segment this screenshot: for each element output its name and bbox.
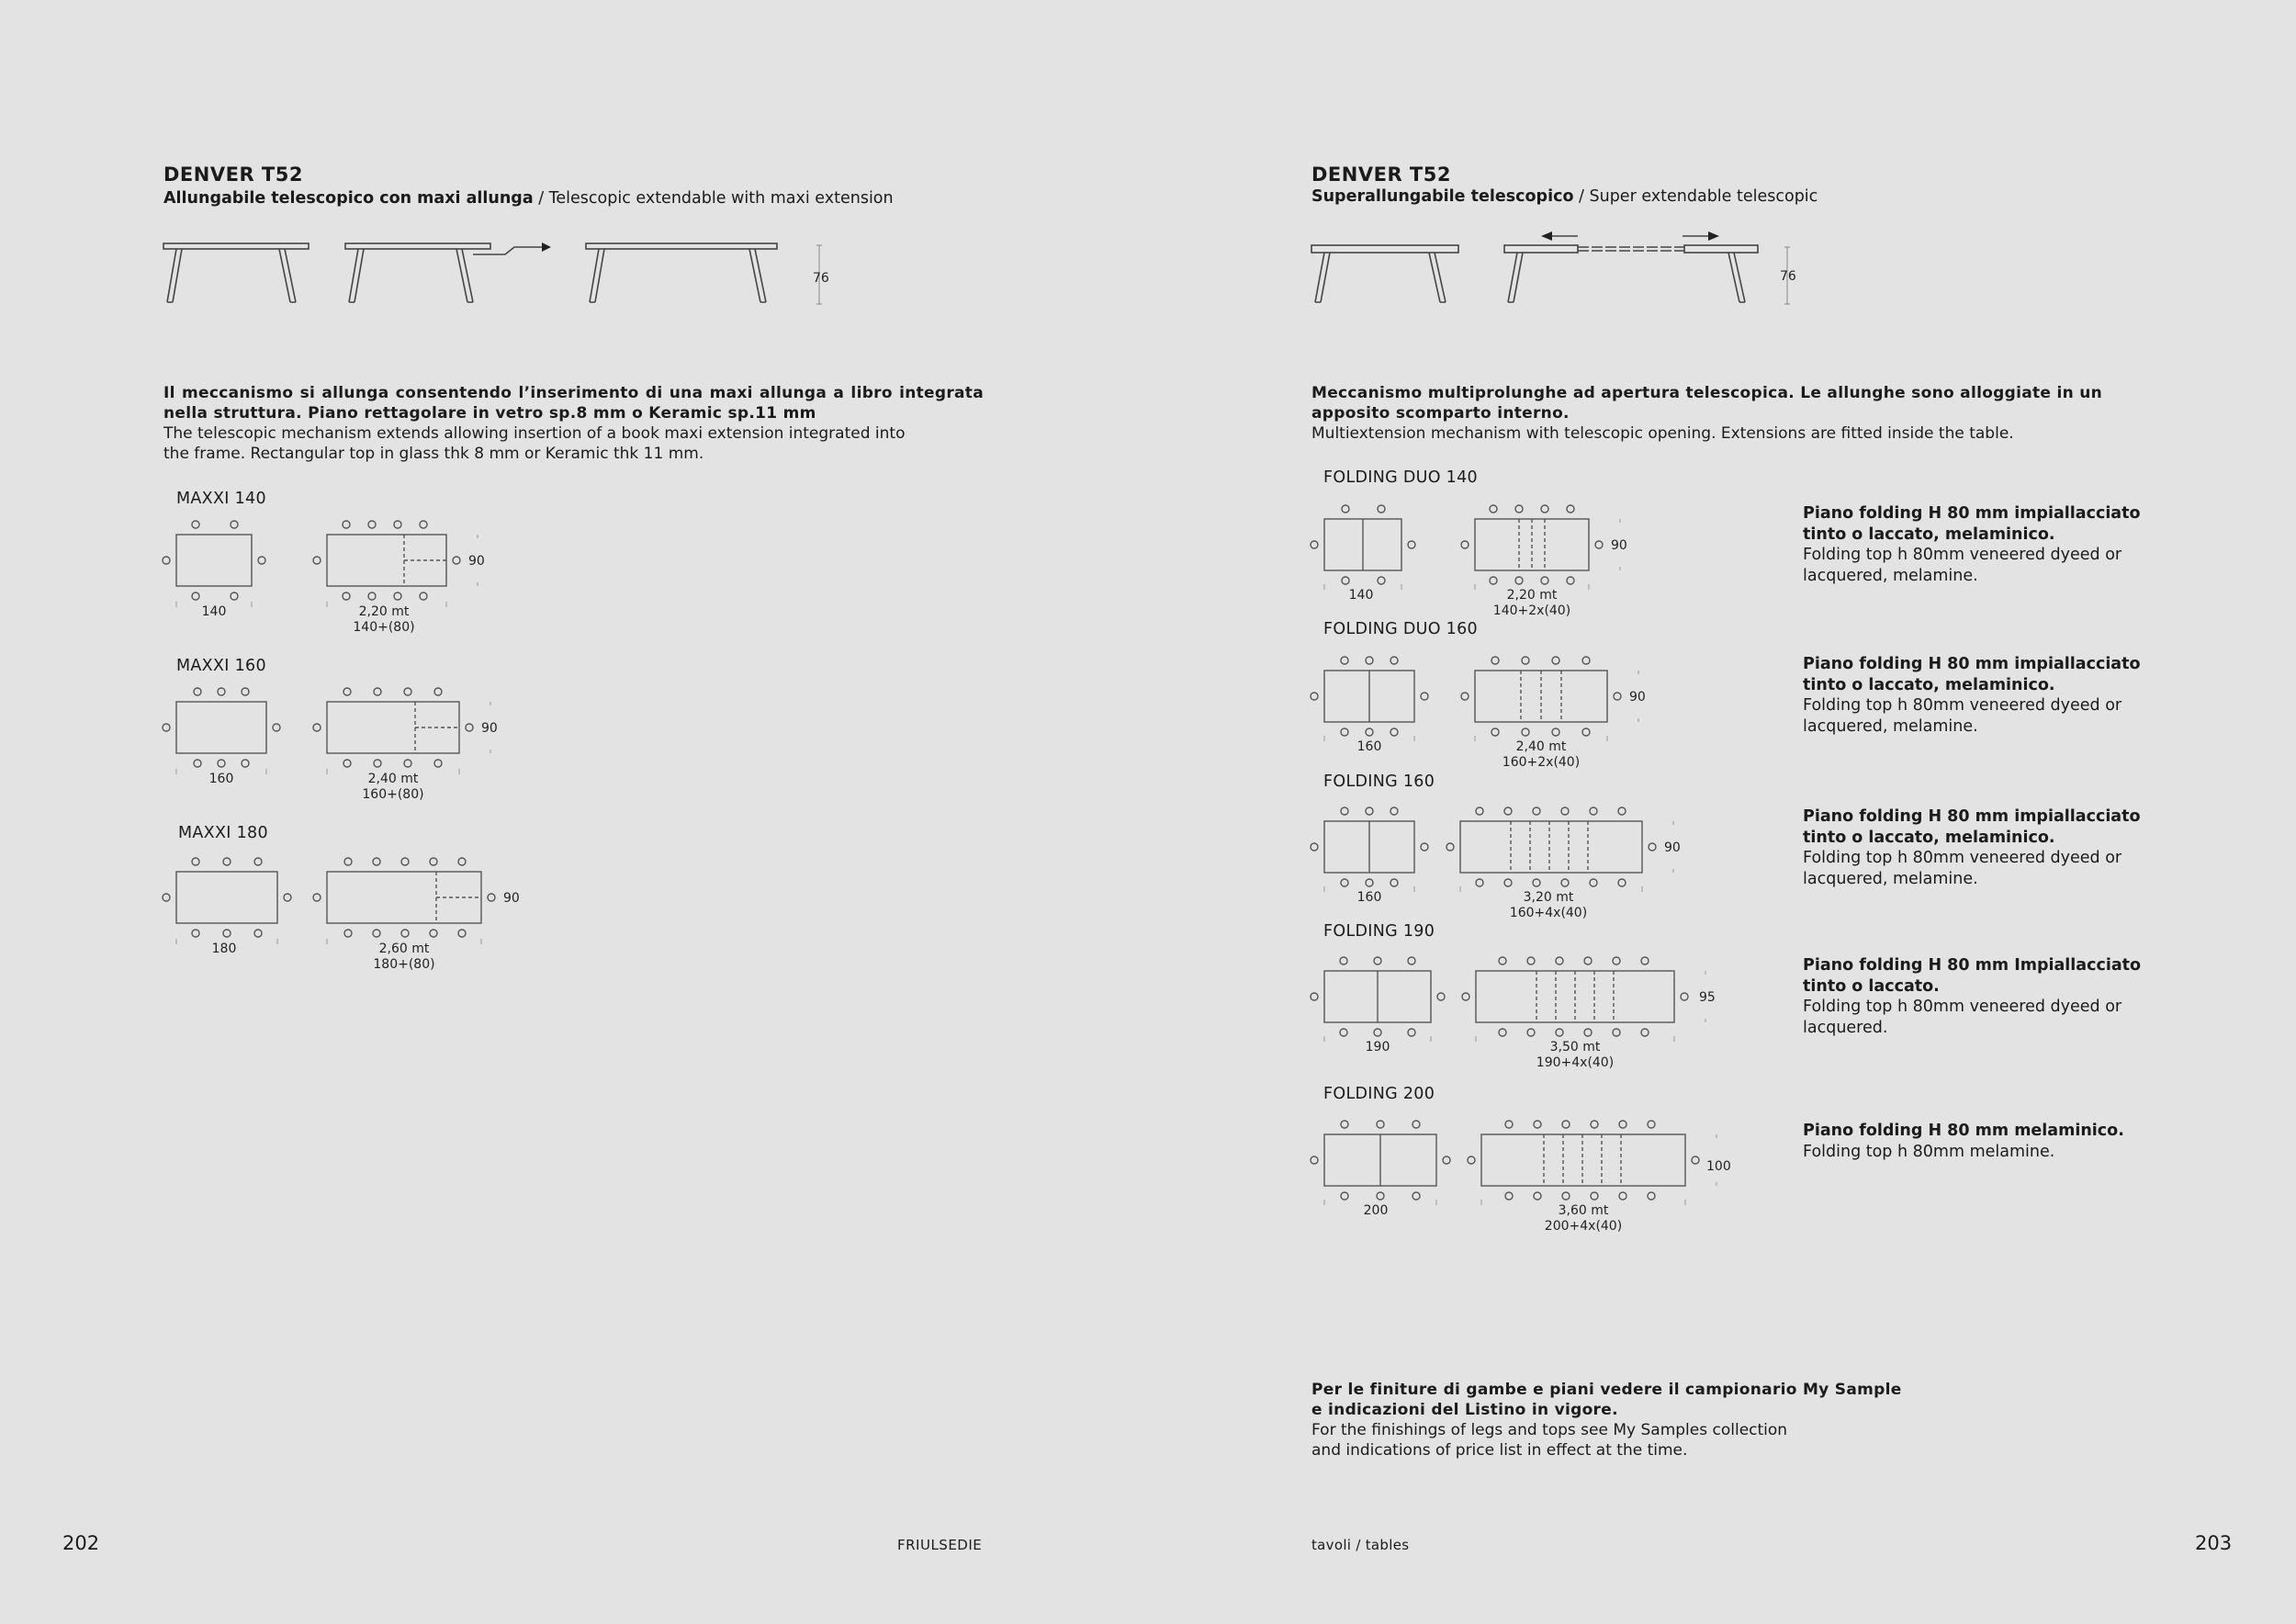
left-desc-it: Il meccanismo si allunga consentendo l’inserimento di una maxi allunga a libro integrata nella struttura. Piano rettagolare in vetro sp.8 mm o Keramic sp.11 mm — [163, 384, 984, 423]
note-it-line: Piano folding H 80 mm impiallacciato — [1803, 807, 2141, 826]
note-en-line: Folding top h 80mm veneered dyeed or — [1803, 998, 2122, 1016]
plan-depth: 90 — [1664, 840, 1681, 855]
plan-open-formula: 200+4x(40) — [1544, 1219, 1623, 1234]
right-height-label: 76 — [1780, 269, 1796, 284]
note-it-line: Piano folding H 80 mm Impiallacciato — [1803, 956, 2142, 975]
plan-depth: 90 — [1611, 538, 1627, 553]
plan-open-formula: 160+2x(40) — [1502, 755, 1581, 770]
plan-open-formula: 190+4x(40) — [1536, 1055, 1615, 1070]
note-en-line: Folding top h 80mm veneered dyeed or — [1803, 546, 2122, 564]
plan-closed-length: 190 — [1365, 1040, 1390, 1054]
plan-open-length: 2,20 mt — [358, 604, 410, 619]
plan-open-length: 3,20 mt — [1523, 890, 1574, 905]
note-it-line: tinto o laccato. — [1803, 976, 1940, 996]
plan-closed-length: 200 — [1363, 1203, 1389, 1218]
right-subtitle: Superallungabile telescopico / Super extendable telescopic — [1311, 187, 1818, 206]
note-folding-duo-140 — [1803, 503, 2170, 586]
note-it-line: Piano folding H 80 mm impiallacciato — [1803, 655, 2141, 673]
plan-depth: 90 — [1629, 690, 1646, 705]
right-title: DENVER T52 — [1311, 164, 1451, 186]
plan-folding-duo-140 — [1304, 494, 1653, 623]
section-footer: tavoli / tables — [1311, 1537, 1410, 1553]
plan-open-length: 2,40 mt — [367, 772, 419, 786]
model-label-folding-duo-160: FOLDING DUO 160 — [1323, 620, 1478, 638]
brand-footer: FRIULSEDIE — [897, 1537, 983, 1553]
plan-closed-length: 160 — [1356, 890, 1382, 905]
note-it-line: tinto o laccato, melaminico. — [1803, 524, 2055, 544]
plan-maxxi-140 — [156, 510, 542, 638]
right-page-number: 203 — [2195, 1532, 2233, 1554]
plan-depth: 95 — [1699, 990, 1716, 1005]
note-folding-160 — [1803, 806, 2170, 889]
note-en-line: Folding top h 80mm veneered dyeed or — [1803, 849, 2122, 867]
note-en-line: Folding top h 80mm veneered dyeed or — [1803, 696, 2122, 715]
plan-open-formula: 160+4x(40) — [1509, 906, 1588, 920]
plan-open-formula: 160+(80) — [362, 787, 424, 802]
plan-maxxi-180 — [156, 847, 560, 976]
plan-open-length: 3,60 mt — [1558, 1203, 1609, 1218]
note-it-line: tinto o laccato, melaminico. — [1803, 675, 2055, 694]
model-label-folding-duo-140: FOLDING DUO 140 — [1323, 468, 1478, 487]
left-description — [163, 383, 984, 464]
plan-open-length: 2,60 mt — [378, 942, 430, 956]
plan-folding-200 — [1304, 1110, 1731, 1238]
right-subtitle-it: Superallungabile telescopico — [1311, 187, 1574, 206]
plan-open-formula: 140+2x(40) — [1492, 603, 1571, 618]
plan-closed-length: 160 — [1356, 739, 1382, 754]
plan-open-length: 2,40 mt — [1515, 739, 1567, 754]
note-it-line: tinto o laccato, melaminico. — [1803, 828, 2055, 847]
plan-open-formula: 140+(80) — [353, 620, 415, 635]
left-subtitle-en: Telescopic extendable with maxi extension — [548, 189, 894, 208]
model-label-folding-160: FOLDING 160 — [1323, 773, 1435, 791]
note-en-line: lacquered, melamine. — [1803, 716, 1978, 736]
model-label-maxxi-160: MAXXI 160 — [176, 657, 266, 675]
plan-folding-190 — [1304, 946, 1716, 1075]
left-side-views — [156, 234, 854, 317]
finishes-note — [1311, 1380, 2065, 1460]
plan-closed-length: 160 — [208, 772, 234, 786]
plan-open-length: 3,50 mt — [1549, 1040, 1601, 1054]
model-label-folding-190: FOLDING 190 — [1323, 922, 1435, 941]
plan-open-length: 2,20 mt — [1506, 588, 1558, 603]
model-label-maxxi-180: MAXXI 180 — [178, 824, 268, 842]
finishes-en-line: and indications of price list in effect at the time. — [1311, 1441, 1688, 1460]
left-height-label: 76 — [813, 271, 829, 286]
left-title: DENVER T52 — [163, 164, 303, 186]
note-en-line: lacquered, melamine. — [1803, 566, 1978, 585]
left-desc-en-2: the frame. Rectangular top in glass thk 8 mm or Keramic thk 11 mm. — [163, 445, 704, 463]
note-en-line: lacquered. — [1803, 1018, 1888, 1037]
note-it-line: Piano folding H 80 mm impiallacciato — [1803, 504, 2141, 523]
plan-depth: 90 — [503, 891, 520, 906]
note-folding-200 — [1803, 1121, 2170, 1162]
plan-folding-duo-160 — [1304, 646, 1653, 774]
note-en-line: lacquered, melamine. — [1803, 869, 1978, 888]
plan-closed-length: 140 — [201, 604, 227, 619]
plan-open-formula: 180+(80) — [373, 957, 435, 972]
finishes-en-line: For the finishings of legs and tops see My Samples collection — [1311, 1421, 1788, 1439]
left-page-number: 202 — [62, 1532, 100, 1554]
plan-closed-length: 140 — [1348, 588, 1374, 603]
finishes-it-line: Per le finiture di gambe e piani vedere il campionario My Sample — [1311, 1381, 1902, 1399]
model-label-maxxi-140: MAXXI 140 — [176, 490, 266, 508]
finishes-it-line: e indicazioni del Listino in vigore. — [1311, 1401, 1618, 1419]
left-desc-en-1: The telescopic mechanism extends allowing insertion of a book maxi extension integrated into — [163, 424, 906, 443]
plan-maxxi-160 — [156, 677, 542, 806]
right-description — [1311, 383, 2138, 444]
plan-depth: 90 — [468, 554, 485, 569]
note-it-line: Piano folding H 80 mm melaminico. — [1803, 1122, 2124, 1140]
right-desc-en: Multiextension mechanism with telescopic opening. Extensions are fitted inside the table. — [1311, 424, 2014, 443]
right-desc-it: Meccanismo multiprolunghe ad apertura telescopica. Le allunghe sono alloggiate in un apposito scomparto interno. — [1311, 384, 2103, 423]
left-subtitle: Allungabile telescopico con maxi allunga / Telescopic extendable with maxi extension — [163, 189, 894, 208]
plan-folding-160 — [1304, 796, 1708, 925]
note-folding-duo-160 — [1803, 654, 2170, 737]
right-side-views — [1304, 225, 1818, 317]
note-folding-190 — [1803, 955, 2170, 1038]
plan-depth: 90 — [481, 721, 498, 736]
right-subtitle-en: Super extendable telescopic — [1589, 187, 1818, 206]
left-subtitle-it: Allungabile telescopico con maxi allunga — [163, 189, 534, 208]
model-label-folding-200: FOLDING 200 — [1323, 1085, 1435, 1103]
plan-closed-length: 180 — [211, 942, 237, 956]
plan-depth: 100 — [1706, 1159, 1731, 1174]
note-en-line: Folding top h 80mm melamine. — [1803, 1142, 2055, 1161]
